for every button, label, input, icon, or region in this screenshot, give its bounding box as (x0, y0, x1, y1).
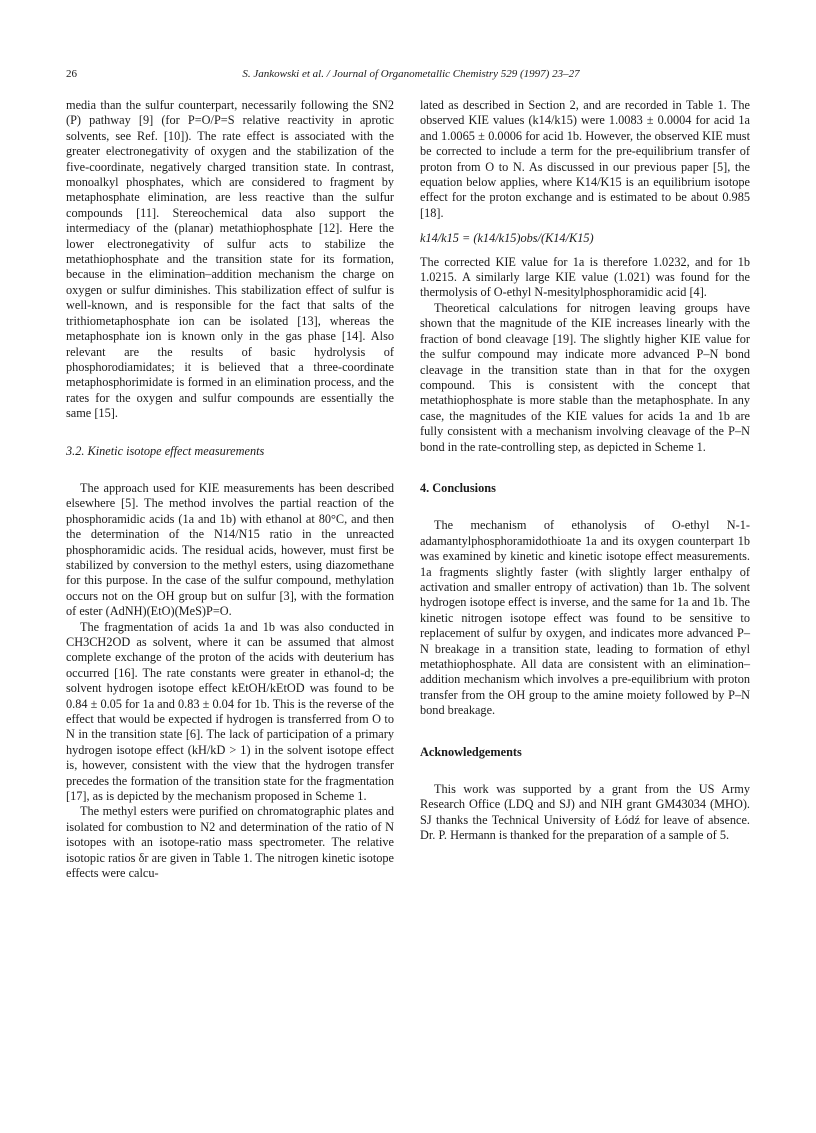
body-paragraph: Theoretical calculations for nitrogen leaving groups have shown that the magnitude of the KIE increases linearly with the fraction of bond cleavage [19]. The slightly higher KIE value for the sulfur compound may indicate more advanced P–N bond cleavage in the transition state than in that for the oxygen compound. This is consistent with the concept that metathiophosphate is more stable than the metaphosphate. In any case, the magnitudes of the KIE values for acids 1a and 1b are fully consistent with a mechanism involving cleavage of the P–N bond in the rate-controlling step, as depicted in Scheme 1. (420, 300, 750, 454)
page-number: 26 (66, 68, 77, 80)
body-paragraph: The approach used for KIE measurements has been described elsewhere [5]. The method involves the partial reaction of the phosphoramidic acids (1a and 1b) with ethanol at 80°C, and then the determination of the N14/N15 ratio in the unreacted phosphoramidic acids. The residual acids, however, must first be stabilized by conversion to the methyl esters, using diazomethane for this purpose. In the case of the sulfur compound, methylation occurs not on the OH group but on sulfur [3], with the formation of ester (AdNH)(EtO)(MeS)P=O. (66, 480, 394, 619)
body-paragraph: lated as described in Section 2, and are recorded in Table 1. The observed KIE values (k14/k15) were 1.0083 ± 0.0004 for acid 1a and 1.0065 ± 0.0006 for acid 1b. However, the observed KIE must be corrected to include a term for the pre-equilibrium transfer of proton from O to N. As discussed in our previous paper [5], the equation below applies, where K14/K15 is an equilibrium isotope effect for the proton exchange and is estimated to be about 0.985 [18]. (420, 98, 750, 220)
section-heading-acknowledgements: Acknowledgements (420, 744, 522, 759)
section-heading-kie: 3.2. Kinetic isotope effect measurements (66, 443, 265, 458)
body-paragraph: The methyl esters were purified on chromatographic plates and isolated for combustion to N2 and determination of the ratio of N isotopes with an isotope-ratio mass spectrometer. The relative isotopic ratios δr are given in Table 1. The nitrogen kinetic isotope effects were calcu- (66, 804, 394, 881)
body-paragraph: The fragmentation of acids 1a and 1b was also conducted in CH3CH2OD as solvent, where it can be assumed that almost complete exchange of the proton of the acids with deuterium has occurred [16]. The rate constants were greater in ethanol-d; the solvent hydrogen isotope effect kEtOH/kEtOD was found to be 0.84 ± 0.05 for 1a and 0.83 ± 0.04 for 1b. This is the reverse of the effect that would be expected if hydrogen is transferred from O to N in the transition state [6]. The lack of participation of a primary hydrogen isotope effect (kH/kD > 1) in the solvent isotope effect is, however, consistent with the view that the hydrogen transfer precedes the formation of the transition state for the fragmentation [17], as is depicted by the mechanism proposed in Scheme 1. (66, 619, 394, 804)
body-paragraph: The corrected KIE value for 1a is therefore 1.0232, and for 1b 1.0215. A similarly large KIE value (1.021) was found for the thermolysis of O-ethyl N-mesitylphosphoramidic acid [4]. (420, 254, 750, 300)
body-paragraph: The mechanism of ethanolysis of O-ethyl N-1-adamantylphosphoramidothioate 1a and its oxygen counterpart 1b was examined by kinetic and kinetic isotope effect measurements. 1a fragments slightly faster (with slightly larger enthalpy of activation and smaller entropy of activation) than 1b. The solvent hydrogen isotope effect is inverse, and the same for 1a and 1b. The kinetic nitrogen isotope effect was found to be sensitive to replacement of sulfur by oxygen, and indicates more advanced P–N breakage in a transition state, leading to formation of ethyl metathiophosphate. All data are consistent with an elimination–addition mechanism which involves a pre-equilibrium with proton transfer from the OH group to the amine moiety followed by P–N bond breakage. (420, 518, 750, 718)
body-paragraph: media than the sulfur counterpart, necessarily following the SN2 (P) pathway [9] (for P=O/P=S relative reactivity in aprotic solvents, see Ref. [10]). The rate effect is associated with the greater electronegativity of oxygen and the stabilization of the five-coordinate, negatively charged transition state. In contrast, monoalkyl phosphates, which are considered to fragment by metaphosphate elimination, are less reactive than the sulfur compounds [11]. Stereochemical data also support the intermediacy of the (planar) metathiophosphate [12]. Here the lower electronegativity of sulfur acts to stabilize the metathiophosphate and the transition state for its formation, because in the elimination–addition mechanism the charge on oxygen or sulfur diminishes. This stabilization effect of sulfur is well-known, and is responsible for the fact that salts of the trithiometaphosphate ion can be isolated [13], whereas the metaphosphate ion is known only in the gas phase [14]. Also relevant are the results of basic hydrolysis of phosphorodiamidates; it is believed that a three-coordinate metaphosphorimidate is formed in an elimination process, and the rates for the oxygen and sulfur compounds are essentially the same [15]. (66, 98, 394, 421)
right-column (420, 98, 750, 844)
body-paragraph: This work was supported by a grant from the US Army Research Office (LDQ and SJ) and NIH grant GM43034 (MHO). SJ thanks the Technical University of Łódź for leave of absence. Dr. P. Hermann is thanked for the preparation of a sample of 5. (420, 782, 750, 843)
running-head: S. Jankowski et al. / Journal of Organometallic Chemistry 529 (1997) 23–27 (242, 68, 580, 80)
kie-equation: k14/k15 = (k14/k15)obs/(K14/K15) (420, 231, 594, 246)
page-header (66, 68, 756, 84)
section-heading-conclusions: 4. Conclusions (420, 480, 496, 495)
left-column (66, 98, 394, 882)
